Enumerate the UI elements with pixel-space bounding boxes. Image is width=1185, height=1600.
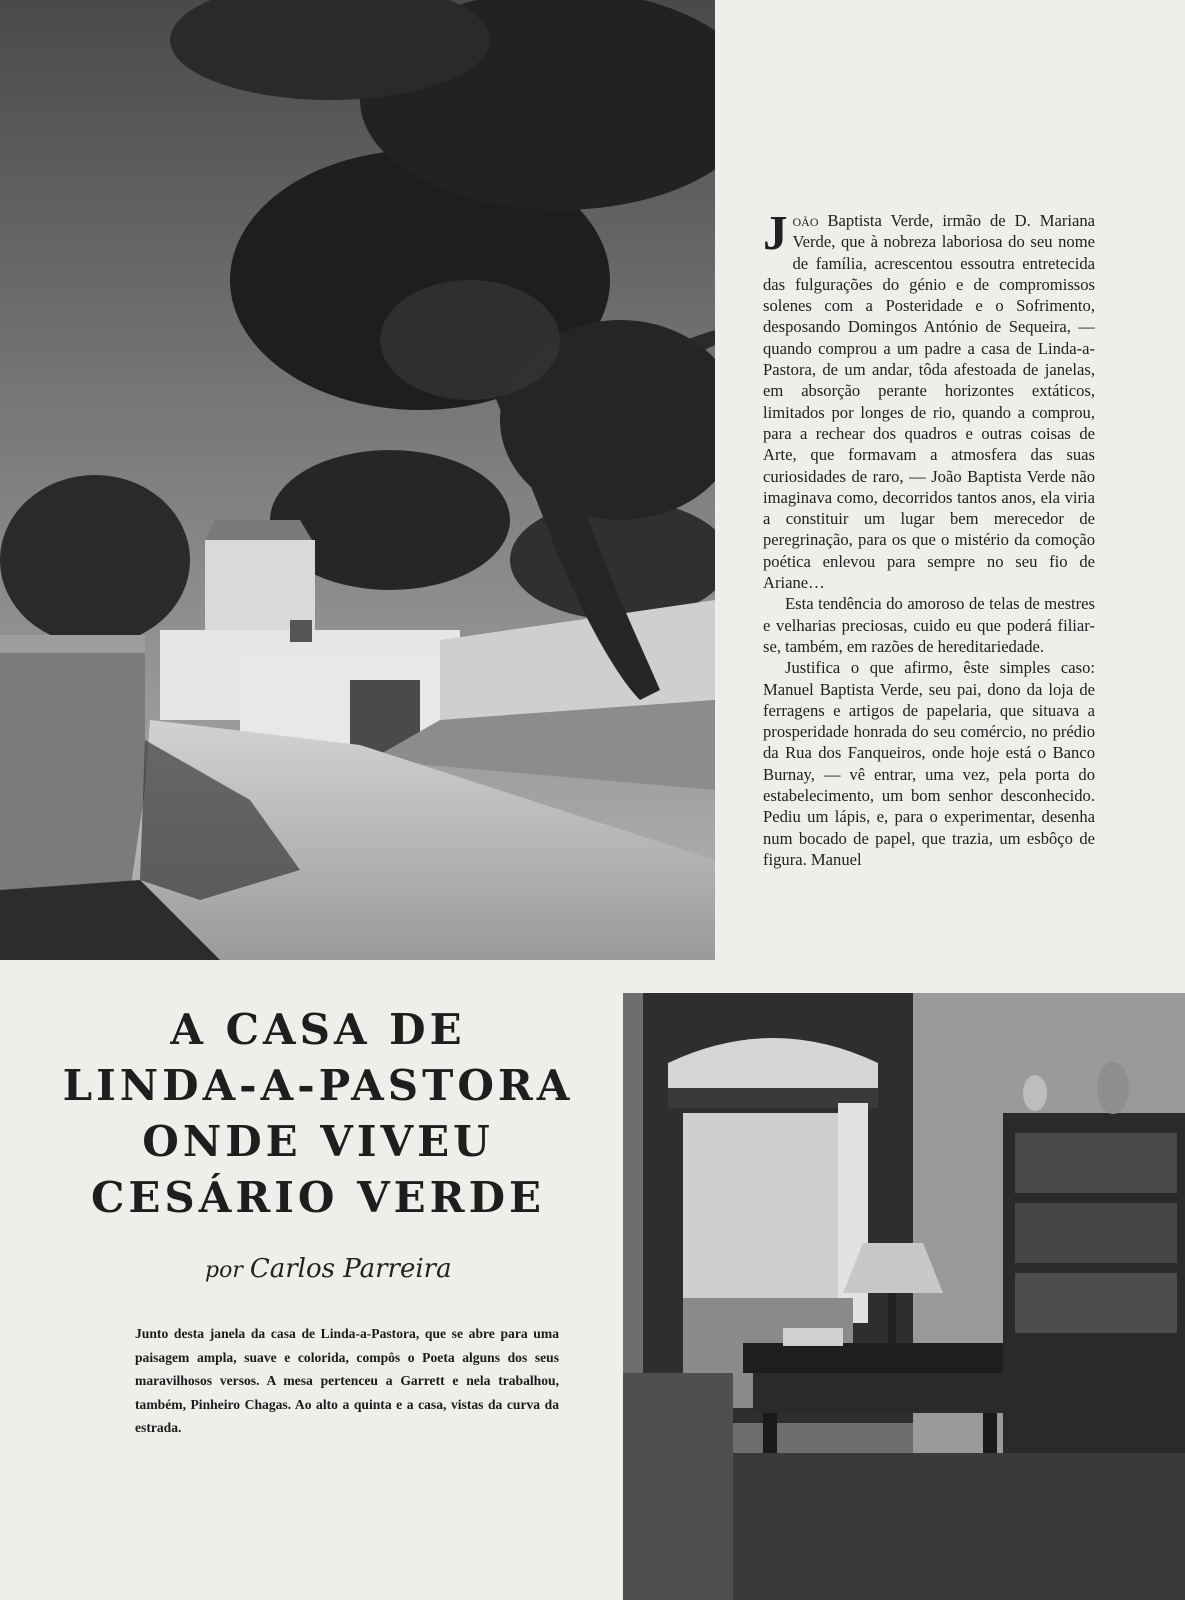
title-line: ONDE VIVEU [142, 1117, 494, 1166]
article-body [763, 205, 1095, 870]
drop-cap: J [763, 205, 788, 260]
lead-in: oão [792, 211, 819, 230]
title-line: CESÁRIO VERDE [90, 1173, 546, 1222]
photo-caption: Junto desta janela da casa de Linda-a-Pastora, que se abre para uma paisagem ampla, suave e colorida, compôs o Poeta alguns dos seus maravilhosos versos. A mesa pertenceu a Garrett e nela trabalhou, também, Pinheiro Chagas. Ao alto a quinta e a casa, vistas da curva da estrada. [135, 1326, 559, 1435]
article-paragraph: Justifica o que afirmo, êste simples caso: Manuel Baptista Verde, seu pai, dono da loja de ferragens e artigos de papelaria, que situava a prosperidade honrada do seu comércio, no prédio da Rua dos Fanqueiros, onde hoje está o Banco Burnay, — vê entrar, uma vez, pela porta do estabelecimento, um bom senhor desconhecido. Pediu um lápis, e, para o experimentar, desenha num bocado de papel, que trazia, um esbôço de figura. Manuel [763, 658, 1095, 869]
article-paragraph [763, 205, 1095, 593]
paragraph-text: Baptista Verde, irmão de D. Mariana Verde, que à nobreza laboriosa do seu nome de família, acrescentou essoutra entretecida das fulgurações do génio e de compromissos solenes com a Posteridade e o Sofrimento, desposando Domingos António de Sequeira, — quando comprou a um padre a casa de Linda-a-Pastora, de um andar, tôda afestoada de janelas, em absorção perante horizontes extáticos, limitados por longes de rio, quando a comprou, para a rechear dos quadros e outras coisas de Arte, que formavam a atmosfera das suas curiosidades de raro, — João Baptista Verde não imaginava como, decorridos tantos anos, ela viria a constituir um lugar bem merecedor de peregrinação, para os que o mistério da comoção poética enlevou para sempre no seu fio de Ariane… [763, 211, 1095, 593]
byline-author: Carlos Parreira [249, 1254, 452, 1284]
article-paragraph: Esta tendência do amoroso de telas de mestres e velharias preciosas, cuido eu que poderá filiar-se, também, em razões de hereditariedade. [763, 594, 1095, 656]
title-line: LINDA-A-PASTORA [62, 1061, 574, 1110]
photo-linda-a-pastora-road [0, 0, 715, 960]
byline-prefix: por [205, 1258, 243, 1283]
article-title [58, 1002, 578, 1226]
byline [205, 1254, 452, 1284]
title-line: A CASA DE [170, 1005, 466, 1054]
photo-room-window-desk [623, 993, 1185, 1600]
